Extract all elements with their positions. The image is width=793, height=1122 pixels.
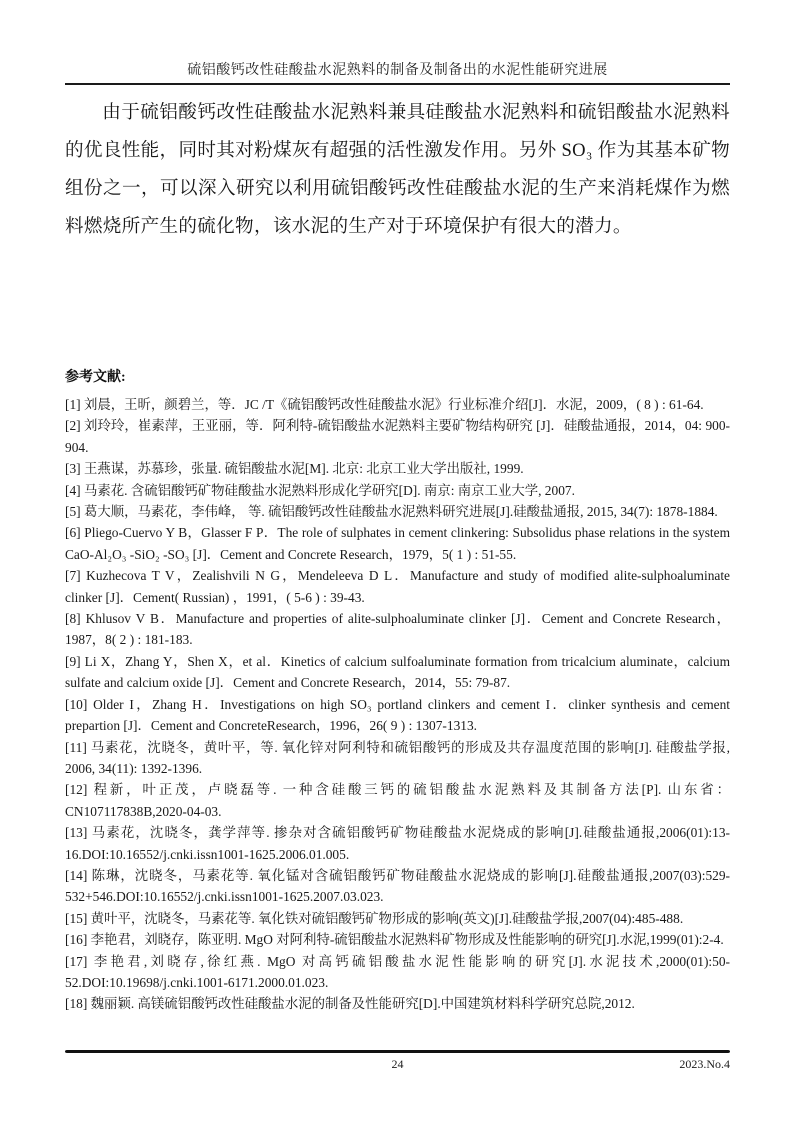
footer-row: [65, 1055, 730, 1073]
reference-item: [12] 程新，叶正茂，卢晓磊等. 一种含硅酸三钙的硫铝酸盐水泥熟料及其制备方法[P]. 山东省：CN107117838B,2020-04-03.: [65, 782, 730, 819]
reference-item: [14] 陈琳，沈晓冬，马素花等. 氧化锰对含硫铝酸钙矿物硅酸盐水泥烧成的影响[J].硅酸盐通报,2007(03):529-532+546.DOI:10.16552/j.cnki.issn1001-1625.2007.03.023.: [65, 867, 730, 905]
page-header: [65, 0, 730, 85]
reference-item: [7] Kuzhecova T V，Zealishvili N G，Mendeleeva D L．Manufacture and study of modified alite-sulphoaluminate clinker [J]．Cement( Russian) ，1991，( 5-6 ) : 39-43.: [65, 568, 730, 605]
reference-item: [13] 马素花，沈晓冬，龚学萍等. 掺杂对含硫铝酸钙矿物硅酸盐水泥烧成的影响[J].硅酸盐通报,2006(01):13-16.DOI:10.16552/j.cnki.issn1001-1625.2006.01.005.: [65, 825, 730, 862]
reference-item: [11] 马素花，沈晓冬，黄叶平，等. 氧化锌对阿利特和硫铝酸钙的形成及共存温度范围的影响[J]. 硅酸盐学报, 2006, 34(11): 1392-1396.: [65, 739, 730, 776]
reference-item: [2] 刘玲玲，崔素萍，王亚丽，等．阿利特-硫铝酸盐水泥熟料主要矿物结构研究 [J]．硅酸盐通报，2014，04: 900-904.: [65, 418, 730, 455]
reference-item: [6] Pliego-Cuervo Y B，Glasser F P．The role of sulphates in cement clinkering: Subsolidus phase relations in the system CaO-Al₂O₃ -SiO₂ -SO₃ [J]．Cement and Concrete Research，1979，5( 1 ) : 51-55.: [65, 525, 730, 562]
reference-item: [16] 李艳君，刘晓存，陈亚明. MgO 对阿利特-硫铝酸盐水泥熟料矿物形成及性能影响的研究[J].水泥,1999(01):2-4.: [65, 932, 724, 948]
references-section: [65, 368, 730, 1015]
page-number: 24: [391, 1057, 404, 1071]
reference-item: [9] Li X，Zhang Y，Shen X，et al．Kinetics of calcium sulfoaluminate formation from tricalcium aluminate，calcium sulfate and calcium oxide [J]．Cement and Concrete Research，2014，55: 79-87.: [65, 653, 730, 691]
page-content: [65, 0, 730, 1015]
references-list: [65, 394, 730, 1015]
reference-item: [4] 马素花. 含硫铝酸钙矿物硅酸盐水泥熟料形成化学研究[D]. 南京: 南京工业大学, 2007.: [65, 482, 575, 498]
reference-item: [1] 刘晨，王昕，颜碧兰，等．JC /T《硫铝酸钙改性硅酸盐水泥》行业标准介绍[J]．水泥，2009，( 8 ) : 61-64.: [65, 397, 704, 412]
reference-item: [17] 李艳君,刘晓存,徐红燕. MgO 对高钙硫铝酸盐水泥性能影响的研究[J].水泥技术,2000(01):50-52.DOI:10.19698/j.cnki.1001-6171.2000.01.023.: [65, 953, 730, 990]
running-title: 硫铝酸钙改性硅酸盐水泥熟料的制备及制备出的水泥性能研究进展: [187, 63, 608, 78]
reference-item: [5] 葛大顺，马素花，李伟峰， 等. 硫铝酸钙改性硅酸盐水泥熟料研究进展[J].硅酸盐通报, 2015, 34(7): 1878-1884.: [65, 504, 718, 520]
reference-item: [15] 黄叶平，沈晓冬，马素花等. 氧化铁对硫铝酸钙矿物形成的影响(英文)[J].硅酸盐学报,2007(04):485-488.: [65, 910, 684, 926]
body-paragraph: 由于硫铝酸钙改性硅酸盐水泥熟料兼具硅酸盐水泥熟料和硫铝酸盐水泥熟料的优良性能，同时其对粉煤灰有超强的活性激发作用。另外 SO₃ 作为其基本矿物组份之一，可以深入研究以利用硫铝酸钙改性硅酸盐水泥的生产来消耗煤作为燃料燃烧所产生的硫化物，该水泥的生产对于环境保护有很大的潜力。: [65, 102, 730, 237]
reference-item: [18] 魏丽颖. 高镁硫铝酸钙改性硅酸盐水泥的制备及性能研究[D].中国建筑材料科学研究总院,2012.: [65, 996, 635, 1012]
reference-item: [10] Older I，Zhang H．Investigations on high SO₃ portland clinkers and cement I．clinker synthesis and cement prepartion [J]．Cement and ConcreteResearch，1996，26( 9 ) : 1307-1313.: [65, 696, 730, 734]
reference-item: [3] 王燕谋，苏慕珍，张量. 硫铝酸盐水泥[M]. 北京: 北京工业大学出版社, 1999.: [65, 461, 524, 477]
references-heading: 参考文献:: [65, 370, 126, 385]
issue-label: 2023.No.4: [679, 1057, 730, 1071]
reference-item: [8] Khlusov V B．Manufacture and properties of alite-sulphoaluminate clinker [J]．Cement and Concrete Research，1987，8( 2 ) : 181-183.: [65, 611, 730, 648]
page-footer: [65, 1050, 730, 1073]
footer-divider: [65, 1050, 730, 1053]
header-divider: [65, 83, 730, 85]
